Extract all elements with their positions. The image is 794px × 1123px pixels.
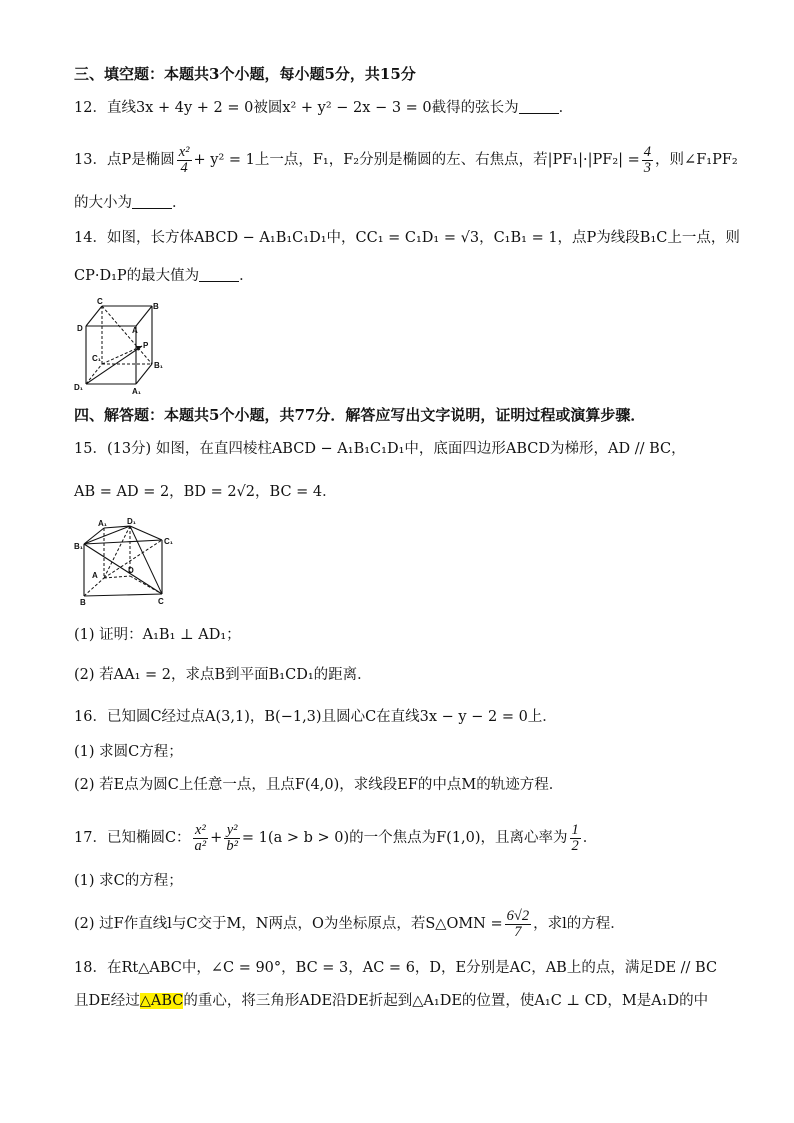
q15-label-d: D bbox=[128, 566, 134, 575]
question-17 bbox=[74, 818, 597, 858]
q17-tail: ． bbox=[582, 830, 598, 846]
q17-e-den: 2 bbox=[571, 837, 579, 854]
question-15-line2: AB = AD = 2，BD = 2√2，BC = 4． bbox=[74, 484, 337, 500]
question-14-line2 bbox=[74, 266, 254, 286]
q13-ratio-fraction bbox=[642, 145, 653, 176]
q14-label-c: C bbox=[97, 297, 103, 306]
q14-label-p: P bbox=[143, 341, 149, 350]
q18-line2b: 的重心，将三角形ADE沿DE折起到△A₁DE的位置，使A₁C ⊥ CD，M是A₁D的中 bbox=[183, 993, 709, 1009]
q17-plus: + bbox=[210, 830, 223, 846]
q15-label-b1: B₁ bbox=[74, 542, 84, 551]
q14-label-c1: C₁ bbox=[92, 354, 102, 363]
q17-part2: = 1(a > b > 0)的一个焦点为F(1,0)，且离心率为 bbox=[241, 830, 568, 846]
q15-label-a: A bbox=[92, 571, 98, 580]
q13-part1: 13．点P是椭圆 bbox=[74, 152, 175, 168]
q17-y-den: b² bbox=[226, 837, 238, 854]
q13-ellipse-num: x² bbox=[178, 143, 190, 160]
q14-label-a: A bbox=[132, 326, 138, 335]
question-17-part2 bbox=[74, 904, 625, 944]
q13-ellipse-fraction bbox=[177, 145, 192, 176]
q14-label-d1: D₁ bbox=[74, 383, 84, 392]
q15-label-c1: C₁ bbox=[164, 537, 174, 546]
q12-tail: ． bbox=[558, 100, 574, 116]
section-4-heading: 四、解答题：本题共5个小题，共77分．解答应写出文字说明，证明过程或演算步骤． bbox=[74, 406, 646, 424]
q17-x-den: a² bbox=[194, 837, 207, 854]
q14-box-figure bbox=[72, 296, 164, 396]
q17-area-fraction bbox=[505, 909, 531, 940]
q15-label-c: C bbox=[158, 597, 164, 606]
q15-prism-svg bbox=[72, 518, 182, 606]
q14-line2: CP·D₁P的最大值为 bbox=[74, 268, 200, 284]
q17-x-fraction bbox=[193, 823, 209, 854]
q17-area-den: 7 bbox=[514, 923, 522, 940]
q13-ratio-num: 4 bbox=[643, 143, 652, 160]
q15-label-b: B bbox=[80, 598, 86, 606]
q15-prism-figure bbox=[72, 518, 182, 606]
question-16-part1: (1) 求圆C方程； bbox=[74, 744, 183, 760]
section-3-heading: 三、填空题：本题共3个小题，每小题5分，共15分 bbox=[74, 65, 416, 83]
q13-ratio-den: 3 bbox=[643, 159, 652, 176]
q14-label-d: D bbox=[77, 324, 83, 333]
q18-line2a: 且DE经过 bbox=[74, 993, 140, 1009]
question-16-part2: (2) 若E点为圆C上任意一点，且点F(4,0)，求线段EF的中点M的轨迹方程． bbox=[74, 777, 564, 793]
q17-e-num: 1 bbox=[571, 821, 579, 838]
q13-part3: ，则∠F₁PF₂ bbox=[655, 152, 738, 168]
q17-y-fraction bbox=[224, 823, 240, 854]
q14-label-b: B bbox=[153, 302, 159, 311]
question-17-part1: (1) 求C的方程； bbox=[74, 873, 183, 889]
question-18-line2 bbox=[74, 991, 708, 1011]
question-12 bbox=[74, 98, 573, 118]
q17-sub2a: (2) 过F作直线l与C交于M，N两点，O为坐标原点，若S△OMN = bbox=[74, 916, 503, 932]
q14-label-a1: A₁ bbox=[132, 387, 142, 396]
question-15-part1: (1) 证明：A₁B₁ ⊥ AD₁； bbox=[74, 627, 241, 643]
q17-x-num: x² bbox=[193, 823, 209, 839]
q14-label-b1: B₁ bbox=[154, 361, 164, 370]
q17-sub2b: ，求l的方程． bbox=[533, 916, 625, 932]
q14-tail: ． bbox=[239, 268, 254, 284]
question-15: 15．(13分) 如图，在直四棱柱ABCD − A₁B₁C₁D₁中，底面四边形ABCD为梯形，AD // BC， bbox=[74, 441, 686, 457]
question-16: 16．已知圆C经过点A(3,1)，B(−1,3)且圆心C在直线3x − y − 2 = 0上． bbox=[74, 709, 557, 725]
question-13-line2 bbox=[74, 193, 187, 213]
question-18: 18．在Rt△ABC中，∠C = 90°，BC = 3，AC = 6，D，E分别是AC，AB上的点，满足DE // BC bbox=[74, 960, 718, 976]
q15-label-a1: A₁ bbox=[98, 519, 108, 528]
q13-ellipse-den: 4 bbox=[180, 159, 188, 176]
q15-label-d1: D₁ bbox=[127, 518, 137, 526]
q17-e-fraction bbox=[570, 823, 581, 854]
question-15-part2: (2) 若AA₁ = 2，求点B到平面B₁CD₁的距离． bbox=[74, 667, 372, 683]
question-13 bbox=[74, 140, 738, 180]
q17-y-num: y² bbox=[224, 823, 240, 839]
q14-box-svg bbox=[72, 296, 164, 396]
q14-answer-blank[interactable] bbox=[199, 267, 239, 282]
q13-answer-blank[interactable] bbox=[132, 194, 172, 209]
q17-part1: 17．已知椭圆C： bbox=[74, 830, 191, 846]
q13-line2: 的大小为 bbox=[74, 195, 132, 211]
q12-text: 12．直线3x + 4y + 2 = 0被圆x² + y² − 2x − 3 = 0截得的弦长为 bbox=[74, 100, 519, 116]
question-14: 14．如图，长方体ABCD − A₁B₁C₁D₁中，CC₁ = C₁D₁ = √3，C₁B₁ = 1，点P为线段B₁C上一点，则 bbox=[74, 230, 740, 246]
q12-answer-blank[interactable] bbox=[519, 99, 559, 114]
q13-part2: + y² = 1上一点，F₁，F₂分别是椭圆的左、右焦点，若|PF₁|·|PF₂| = bbox=[193, 152, 640, 168]
q13-tail: ． bbox=[172, 195, 187, 211]
q18-highlighted-triangle[interactable]: △ABC bbox=[139, 993, 184, 1009]
q17-area-num: 6√2 bbox=[506, 907, 530, 924]
